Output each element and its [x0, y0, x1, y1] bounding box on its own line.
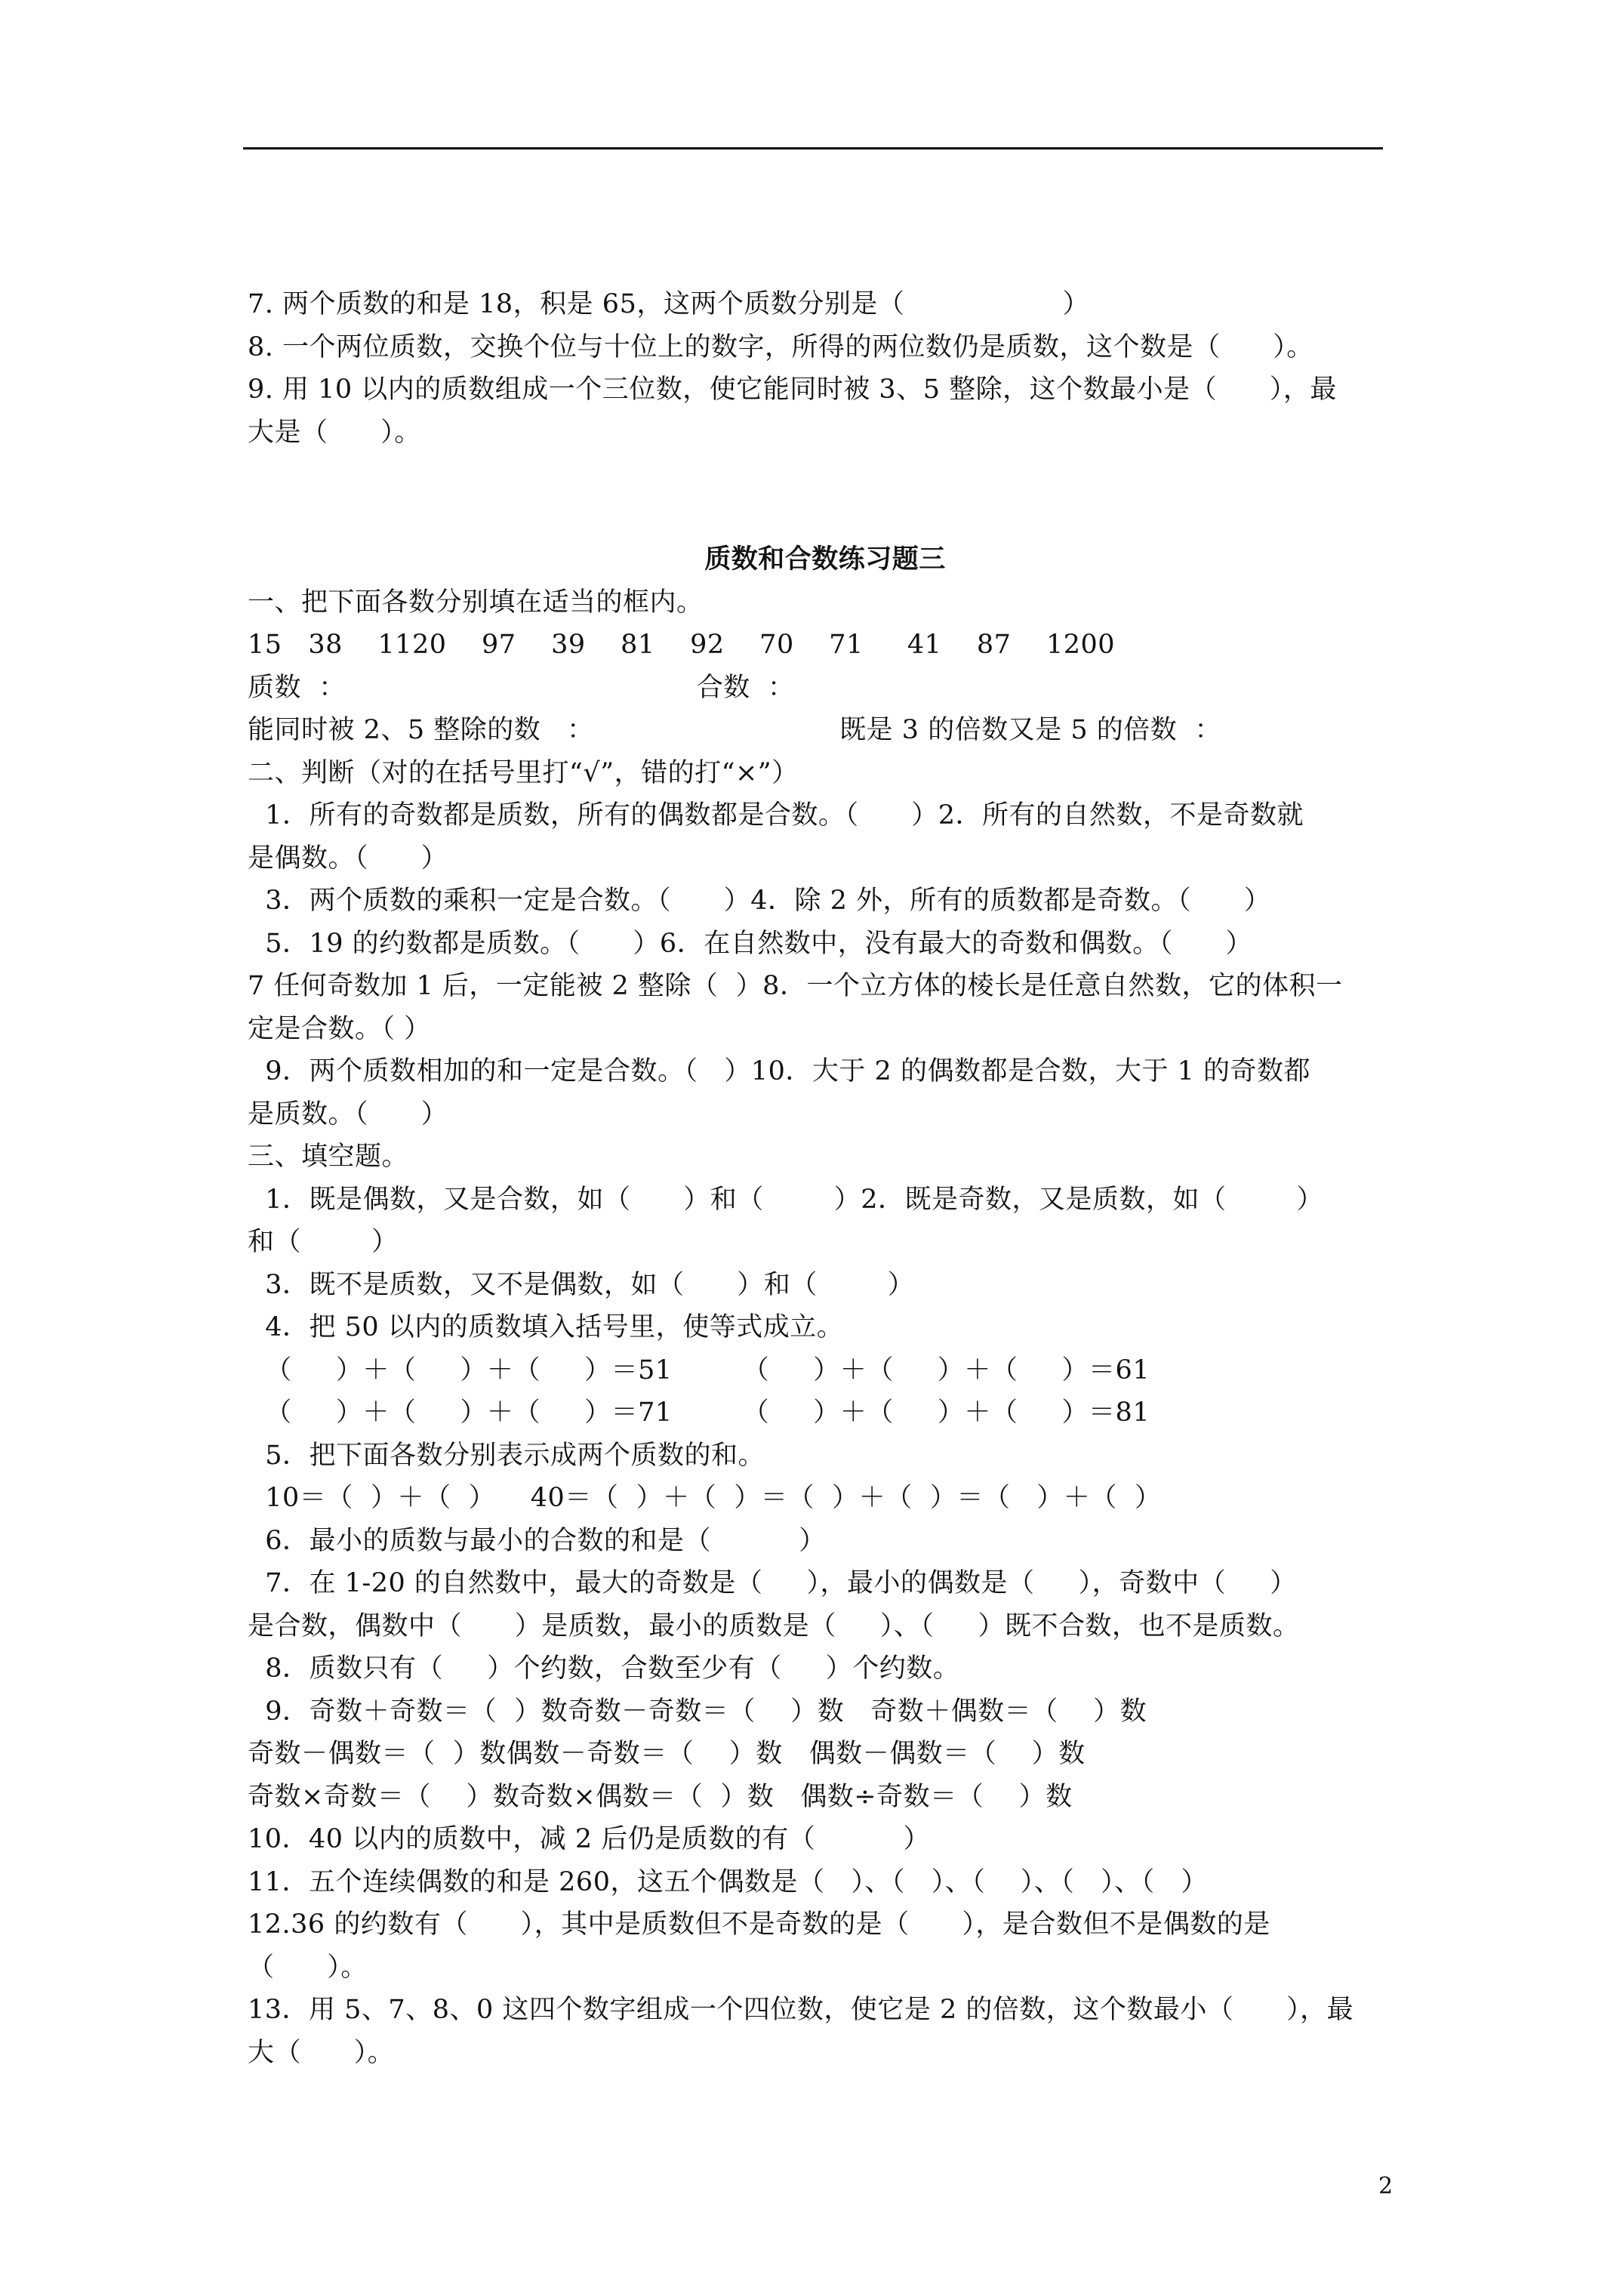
prime-composite-boxes: 质数 ： 合数 ： — [248, 672, 795, 703]
section-two-heading: 二、判断（对的在括号里打“√”，错的打“×”） — [248, 757, 799, 788]
fill-in-line: 11．五个连续偶数的和是 260，这五个偶数是（ ）、（ ）、（ ）、（ ）、（ ） — [248, 1866, 1208, 1897]
judgement-line: 5．19 的约数都是质数。（ ）6．在自然数中，没有最大的奇数和偶数。（ ） — [248, 928, 1252, 959]
judgement-line: 7 任何奇数加 1 后，一定能被 2 整除（ ）8．一个立方体的棱长是任意自然数，它的体积一 — [248, 971, 1343, 1001]
judgement-line: 9．两个质数相加的和一定是合数。（ ）10．大于 2 的偶数都是合数，大于 1 的奇数都 — [248, 1056, 1310, 1086]
fill-in-line: 4．把 50 以内的质数填入括号里，使等式成立。 — [248, 1312, 844, 1342]
header-rule — [243, 147, 1383, 149]
equation-line: （ ）＋（ ）＋（ ）＝51 （ ）＋（ ）＋（ ）＝61 — [248, 1354, 1150, 1385]
equation-line: （ ）＋（ ）＋（ ）＝71 （ ）＋（ ）＋（ ）＝81 — [248, 1398, 1150, 1428]
fill-in-line: 1．既是偶数，又是合数，如（ ）和（ ）2．既是奇数，又是质数，如（ ） — [248, 1184, 1324, 1215]
section-one-heading: 一、把下面各数分别填在适当的框内。 — [248, 587, 704, 618]
number-list: 15 38 1120 97 39 81 92 70 71 41 87 1200 — [248, 630, 1116, 660]
section-gap — [248, 454, 1418, 538]
exercise-title: 质数和合数练习题三 — [704, 544, 946, 575]
top-questions — [248, 283, 1418, 454]
judgement-line: 定是合数。（ ） — [248, 1013, 431, 1044]
fill-in-line: 和（ ） — [248, 1227, 399, 1257]
equation-line: 10＝（ ）＋（ ） 40＝（ ）＋（ ）＝（ ）＋（ ）＝（ ）＋（ ） — [248, 1483, 1162, 1513]
parity-line: 奇数×奇数＝（ ）数奇数×偶数＝（ ）数 偶数÷奇数＝（ ）数 — [248, 1781, 1073, 1812]
fill-in-line: （ ）。 — [248, 1952, 368, 1983]
fill-in-line: 是合数，偶数中（ ）是质数，最小的质数是（ ）、（ ）既不合数，也不是质数。 — [248, 1610, 1300, 1641]
parity-line: 9．奇数＋奇数＝（ ）数奇数－奇数＝（ ）数 奇数＋偶数＝（ ）数 — [248, 1696, 1147, 1727]
fill-in-line: 7．在 1-20 的自然数中，最大的奇数是（ ），最小的偶数是（ ），奇数中（ ） — [248, 1568, 1297, 1598]
question-9-continued: 大是（ ）。 — [248, 417, 421, 448]
parity-line: 奇数－偶数＝（ ）数偶数－奇数＝（ ）数 偶数－偶数＝（ ）数 — [248, 1739, 1086, 1769]
page-content — [248, 283, 1418, 2074]
question-8: 8. 一个两位质数，交换个位与十位上的数字，所得的两位数仍是质数，这个数是（ ）。 — [248, 331, 1313, 362]
divisible-boxes: 能同时被 2、5 整除的数 ： 既是 3 的倍数又是 5 的倍数 ： — [248, 715, 1221, 745]
fill-in-line: 10．40 以内的质数中，减 2 后仍是质数的有（ ） — [248, 1824, 930, 1854]
judgement-line: 是质数。（ ） — [248, 1099, 448, 1130]
page-number: 2 — [1378, 2173, 1394, 2199]
fill-in-line: 3．既不是质数，又不是偶数，如（ ）和（ ） — [248, 1269, 915, 1300]
question-7: 7. 两个质数的和是 18，积是 65，这两个质数分别是（ ） — [248, 289, 1090, 319]
section-three-heading: 三、填空题。 — [248, 1142, 409, 1172]
judgement-line: 3．两个质数的乘积一定是合数。（ ）4．除 2 外，所有的质数都是奇数。（ ） — [248, 886, 1271, 916]
fill-in-line: 12.36 的约数有（ ），其中是质数但不是奇数的是（ ），是合数但不是偶数的是 — [248, 1909, 1270, 1940]
fill-in-line: 大（ ）。 — [248, 2037, 395, 2068]
judgement-line: 1．所有的奇数都是质数，所有的偶数都是合数。（ ）2．所有的自然数，不是奇数就 — [248, 800, 1304, 831]
exercise-body — [248, 581, 1418, 2075]
question-9: 9. 用 10 以内的质数组成一个三位数，使它能同时被 3、5 整除，这个数最小是（ ），最 — [248, 374, 1337, 405]
judgement-line: 是偶数。（ ） — [248, 843, 448, 874]
fill-in-line: 5．把下面各数分别表示成两个质数的和。 — [248, 1440, 765, 1471]
fill-in-line: 6．最小的质数与最小的合数的和是（ ） — [248, 1525, 826, 1556]
fill-in-line: 13．用 5、7、8、0 这四个数字组成一个四位数，使它是 2 的倍数，这个数最小（ ），最 — [248, 1995, 1354, 2025]
fill-in-line: 8．质数只有（ ）个约数，合数至少有（ ）个约数。 — [248, 1653, 960, 1684]
